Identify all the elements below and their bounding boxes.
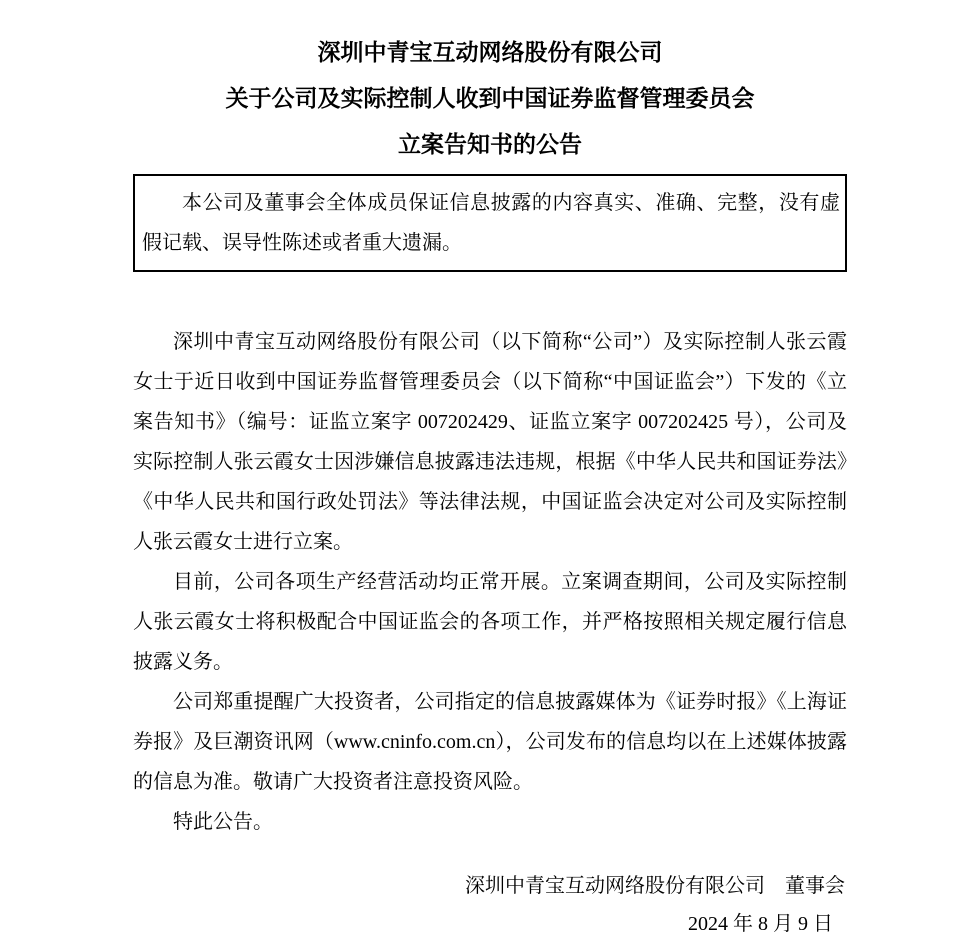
declaration-text: 本公司及董事会全体成员保证信息披露的内容真实、准确、完整，没有虚假记载、误导性陈述或者重大遗漏。 [142, 192, 840, 254]
date-line: 2024 年 8 月 9 日 [688, 913, 833, 935]
page-title [133, 30, 847, 168]
signature-line: 深圳中青宝互动网络股份有限公司 董事会 [465, 875, 845, 897]
title-line-announcement: 立案告知书的公告 [398, 132, 582, 157]
body-paragraph-operations: 目前，公司各项生产经营活动均正常开展。立案调查期间，公司及实际控制人张云霞女士将积极配合中国证监会的各项工作，并严格按照相关规定履行信息披露义务。 [133, 571, 847, 673]
body-paragraph-filing-notice: 深圳中青宝互动网络股份有限公司（以下简称“公司”）及实际控制人张云霞女士于近日收到中国证券监督管理委员会（以下简称“中国证监会”）下发的《立案告知书》（编号：证监立案字 007202429、证监立案字 007202425 号），公司及实际控制人张云霞女士因涉嫌信息披露违法违规，根据《中华人民共和国证券法》《中华人民共和国行政处罚法》等法律法规，中国证监会决定对公司及实际控制人张云霞女士进行立案。 [133, 331, 847, 553]
closing-statement: 特此公告。 [173, 811, 273, 833]
declaration-box [133, 174, 847, 272]
document-content [133, 0, 847, 940]
body-paragraph-investor-reminder: 公司郑重提醒广大投资者，公司指定的信息披露媒体为《证券时报》《上海证券报》及巨潮资讯网（www.cninfo.com.cn），公司发布的信息均以在上述媒体披露的信息为准。敬请广大投资者注意投资风险。 [133, 691, 847, 793]
title-line-subject: 关于公司及实际控制人收到中国证券监督管理委员会 [225, 86, 755, 111]
title-line-company: 深圳中青宝互动网络股份有限公司 [317, 40, 663, 65]
